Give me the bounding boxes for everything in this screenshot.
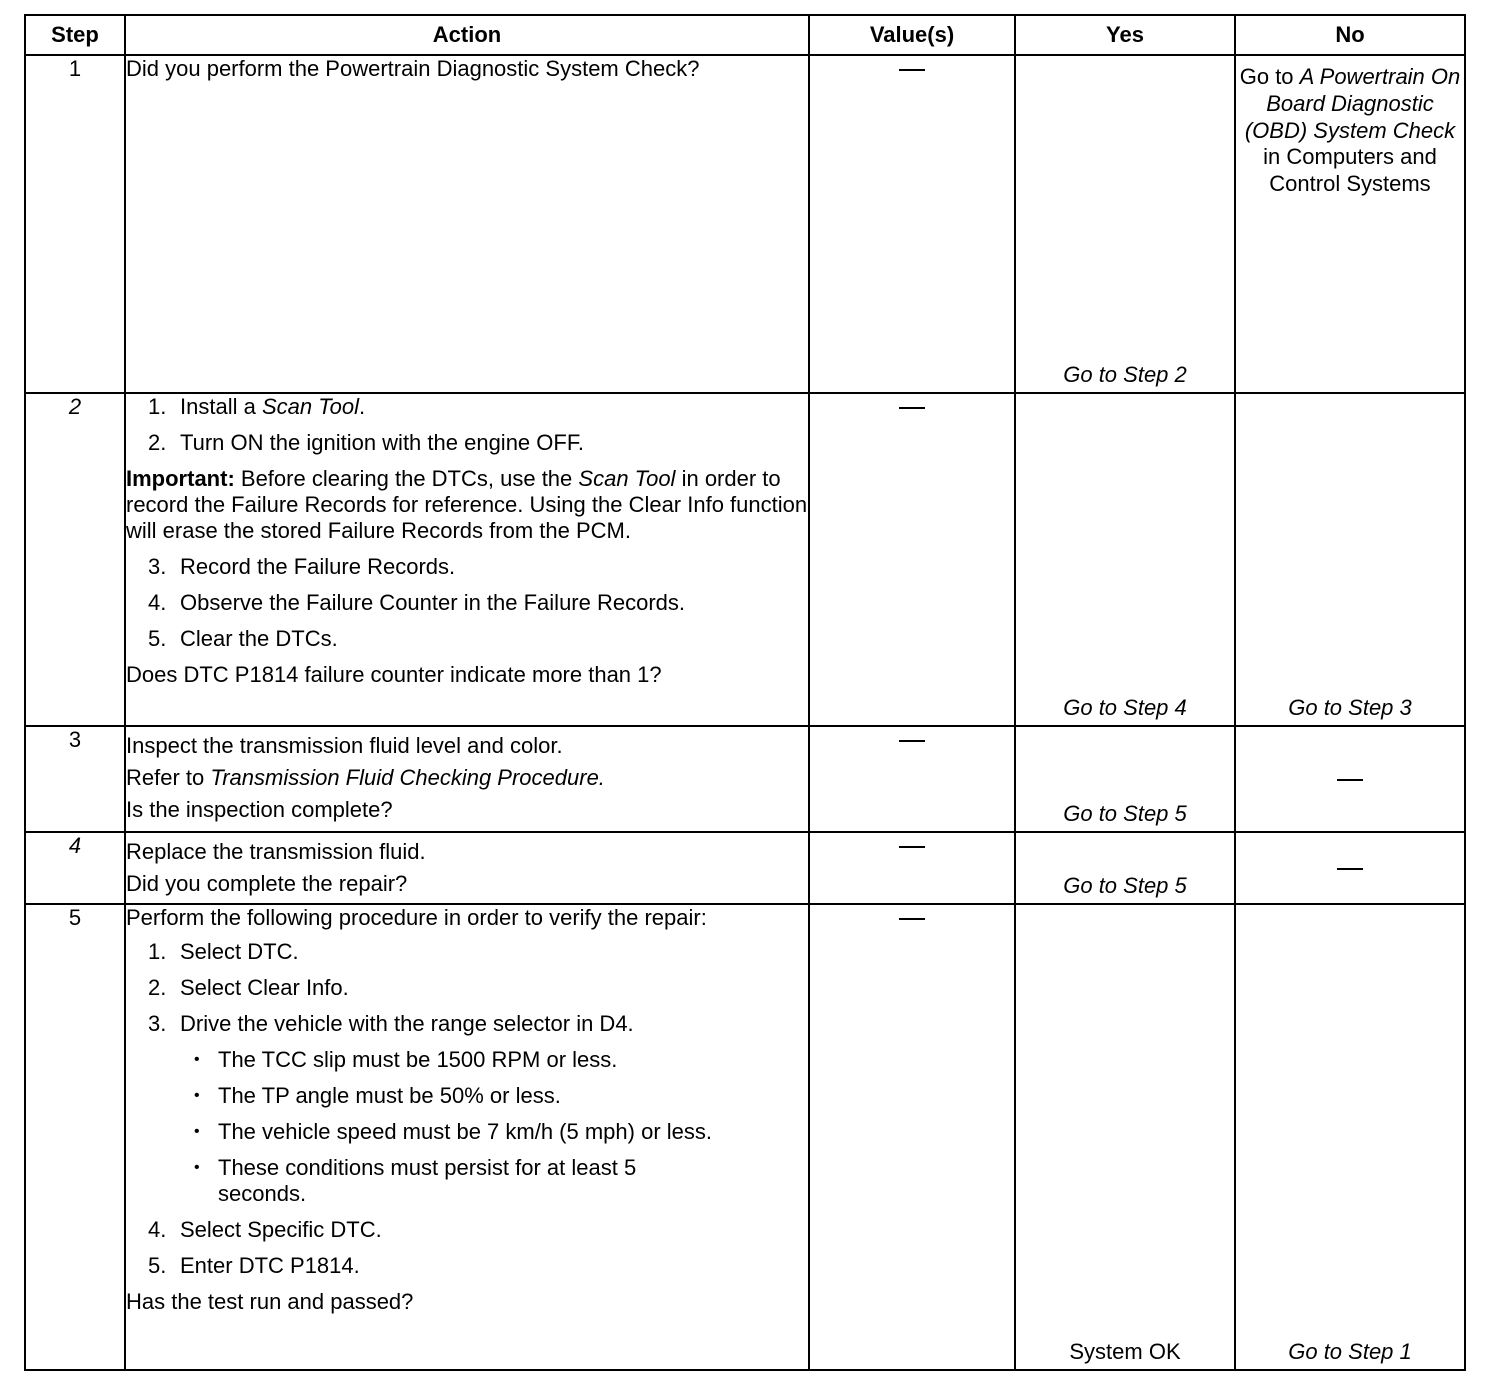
table-row-step-3 (25, 726, 1465, 832)
header-row (25, 15, 1465, 55)
action-cell: Replace the transmission fluid. Did you complete the repair? (125, 832, 809, 904)
value-cell (809, 55, 1015, 393)
bullet-icon: • (194, 1086, 200, 1104)
table-row-step-5 (25, 904, 1465, 1370)
step-number: 1 (25, 55, 125, 393)
no-cell (1235, 832, 1465, 904)
bullet-icon: • (194, 1122, 200, 1140)
bullet-icon: • (194, 1158, 200, 1176)
action-question: Does DTC P1814 failure counter indicate more than 1? (126, 661, 662, 687)
table-row-step-4 (25, 832, 1465, 904)
action-cell (125, 55, 809, 393)
header-no: No (1235, 15, 1465, 55)
no-goto-link[interactable]: Go to Step 3 (1288, 695, 1412, 721)
list-item: 3. Drive the vehicle with the range selector in D4. (148, 1010, 634, 1036)
step-number: 4 (25, 832, 125, 904)
no-goto-link[interactable]: Go to Step 1 (1288, 1339, 1412, 1365)
dash-mark (899, 918, 925, 920)
step-number: 5 (25, 904, 125, 1370)
step-number: 3 (25, 726, 125, 832)
yes-cell (1015, 832, 1235, 904)
no-suffix: in Computers and Control Systems (1263, 144, 1437, 197)
list-item: 1. Select DTC. (148, 938, 299, 964)
yes-goto-link[interactable]: Go to Step 2 (1063, 362, 1187, 388)
action-question: Is the inspection complete? (126, 796, 393, 822)
list-item: 5. Enter DTC P1814. (148, 1252, 360, 1278)
procedure-link[interactable]: Transmission Fluid Checking Procedure. (210, 764, 605, 790)
header-values: Value(s) (809, 15, 1015, 55)
yes-result: System OK (1069, 1339, 1181, 1365)
bullet-item: • These conditions must persist for at least 5 seconds. (194, 1154, 637, 1206)
value-cell (809, 726, 1015, 832)
important-note: Important: Before clearing the DTCs, use the Scan Tool in order to record the Failure Records for reference. Using the Clear Info function will erase the stored Failure Records from the PCM. (126, 465, 808, 543)
dash-mark (899, 740, 925, 742)
dash-mark (899, 407, 925, 409)
action-question: Did you perform the Powertrain Diagnostic System Check? (126, 56, 700, 81)
dash-mark (899, 69, 925, 71)
list-item: 2. Select Clear Info. (148, 974, 349, 1000)
yes-goto-link[interactable]: Go to Step 5 (1063, 873, 1187, 899)
list-item: 3. Record the Failure Records. (148, 553, 456, 579)
list-item: 4. Observe the Failure Counter in the Failure Records. (148, 589, 686, 615)
dash-mark (1337, 779, 1363, 781)
header-step: Step (25, 15, 125, 55)
list-item: 2. Turn ON the ignition with the engine OFF. (148, 429, 584, 455)
dash-mark (899, 846, 925, 848)
table-row-step-1 (25, 55, 1465, 393)
action-question: Did you complete the repair? (126, 870, 408, 896)
action-cell: Perform the following procedure in order to verify the repair: 1. Select DTC. 2. Select Clear Info. 3. Drive the vehicle with the range selector in D4. • The TCC slip must be 1500 RPM or less. • The TP angle must be 50% or less. • The vehicle speed must be 7 km/h (5 mph) or less. • These conditions must persist for at least 5 seconds. 4. Select Specific DTC. 5. Enter DTC P1814. Has the test run and passed? (125, 904, 809, 1370)
yes-goto-link[interactable]: Go to Step 5 (1063, 801, 1187, 827)
no-prefix: Go to (1239, 64, 1294, 89)
scan-tool-term: Scan Tool (261, 394, 359, 419)
yes-cell (1015, 55, 1235, 393)
no-cell (1235, 393, 1465, 726)
dash-mark (1337, 868, 1363, 870)
bullet-item: • The TCC slip must be 1500 RPM or less. (194, 1046, 618, 1072)
no-goto-link[interactable]: A Powertrain On Board Diagnostic (OBD) System Check (1244, 64, 1461, 143)
diagnostic-table (24, 14, 1466, 1371)
value-cell (809, 393, 1015, 726)
action-cell: Inspect the transmission fluid level and color. Refer to Transmission Fluid Checking Procedure. Is the inspection complete? (125, 726, 809, 832)
bullet-item: • The vehicle speed must be 7 km/h (5 mph) or less. (194, 1118, 712, 1144)
value-cell (809, 904, 1015, 1370)
no-cell (1235, 55, 1465, 393)
no-cell (1235, 904, 1465, 1370)
yes-cell (1015, 393, 1235, 726)
yes-goto-link[interactable]: Go to Step 4 (1063, 695, 1187, 721)
action-cell (125, 393, 809, 726)
table-row-step-2 (25, 393, 1465, 726)
scan-tool-term: Scan Tool (578, 465, 676, 491)
header-yes: Yes (1015, 15, 1235, 55)
list-item: 1. Install a Scan Tool. (148, 394, 366, 419)
bullet-icon: • (194, 1050, 200, 1068)
yes-cell (1015, 726, 1235, 832)
value-cell (809, 832, 1015, 904)
important-label: Important: (126, 465, 235, 491)
action-question: Has the test run and passed? (126, 1288, 414, 1314)
step-number: 2 (25, 393, 125, 726)
list-item: 4. Select Specific DTC. (148, 1216, 382, 1242)
header-action: Action (125, 15, 809, 55)
list-item: 5. Clear the DTCs. (148, 625, 338, 651)
bullet-item: • The TP angle must be 50% or less. (194, 1082, 561, 1108)
yes-cell (1015, 904, 1235, 1370)
no-cell (1235, 726, 1465, 832)
